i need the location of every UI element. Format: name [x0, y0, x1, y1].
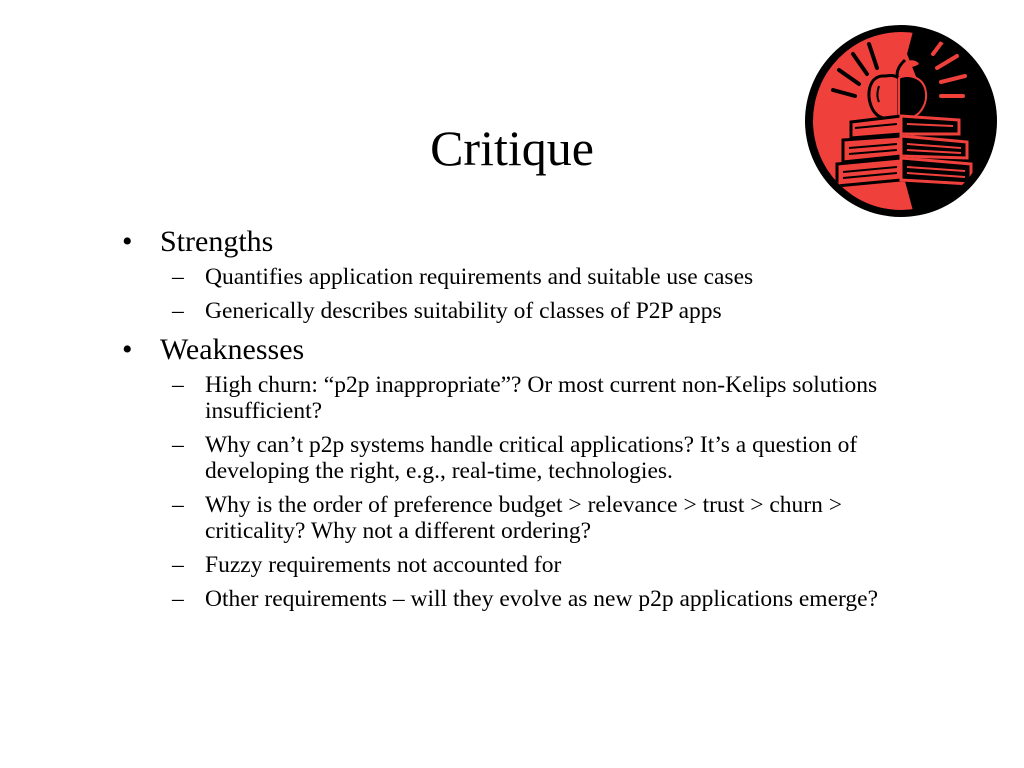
bullet-glyph: •	[122, 333, 133, 366]
bullet-heading: Weaknesses	[160, 333, 305, 366]
dash-glyph: –	[172, 492, 184, 518]
sub-bullet	[112, 432, 932, 484]
sub-bullet	[112, 372, 932, 424]
strengths-sublist	[112, 264, 932, 324]
sub-bullet-text: Generically describes suitability of classes of P2P apps	[205, 298, 722, 324]
dash-glyph: –	[172, 552, 184, 578]
sub-bullet	[112, 586, 932, 612]
dash-glyph: –	[172, 298, 184, 324]
dash-glyph: –	[172, 432, 184, 458]
sub-bullet-text: Other requirements – will they evolve as new p2p applications emerge?	[205, 586, 879, 612]
dash-glyph: –	[172, 264, 184, 290]
bullet-list	[112, 222, 932, 620]
sub-bullet	[112, 298, 932, 324]
sub-bullet	[112, 264, 932, 290]
apple-books-icon	[803, 24, 999, 218]
dash-glyph: –	[172, 372, 184, 398]
strengths-sublist-container	[112, 264, 932, 324]
sub-bullet-text: Why is the order of preference budget > relevance > trust > churn > criticality? Why not a different ordering?	[205, 492, 842, 544]
bullet-heading: Strengths	[160, 225, 274, 258]
bullet-weaknesses	[112, 332, 932, 368]
bullet-glyph: •	[122, 225, 133, 258]
sub-bullet-text: Quantifies application requirements and suitable use cases	[205, 264, 754, 290]
slide-title: Critique	[430, 120, 594, 176]
sub-bullet	[112, 552, 932, 578]
weaknesses-sublist	[112, 372, 932, 612]
dash-glyph: –	[172, 586, 184, 612]
sub-bullet-text: Why can’t p2p systems handle critical applications? It’s a question of developing the right, e.g., real-time, technologies.	[205, 432, 858, 484]
sub-bullet	[112, 492, 932, 544]
sub-bullet-text: Fuzzy requirements not accounted for	[205, 552, 562, 578]
weaknesses-sublist-container	[112, 372, 932, 612]
bullet-strengths	[112, 224, 932, 260]
sub-bullet-text: High churn: “p2p inappropriate”? Or most current non-Kelips solutions insufficient?	[205, 372, 878, 424]
